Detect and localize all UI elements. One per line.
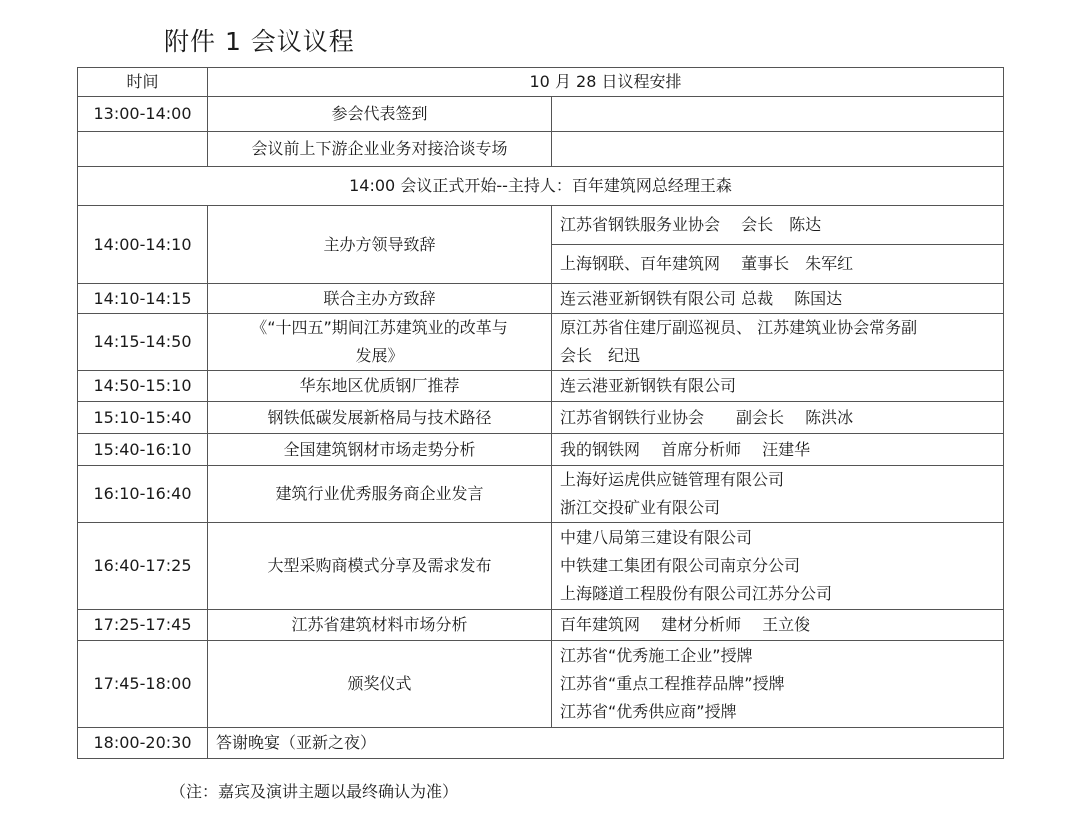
- speaker-line: 浙江交投矿业有限公司: [560, 498, 721, 517]
- speaker-cell: [552, 97, 1004, 132]
- time-cell: 16:40-17:25: [78, 523, 208, 610]
- topic-cell: 联合主办方致辞: [208, 284, 552, 314]
- time-cell: 16:10-16:40: [78, 466, 208, 523]
- table-row: [78, 728, 1004, 759]
- document-title: 附件 1 会议议程: [164, 27, 355, 56]
- table-row: [78, 314, 1004, 371]
- table-row: [78, 132, 1004, 167]
- table-row: [78, 284, 1004, 314]
- table-row: [78, 523, 1004, 610]
- table-row: [78, 610, 1004, 641]
- table-row: [78, 371, 1004, 402]
- speaker-cell: [552, 466, 1004, 523]
- table-row: [78, 167, 1004, 206]
- table-row: [78, 641, 1004, 728]
- speaker-line: 江苏省“重点工程推荐品牌”授牌: [560, 674, 785, 693]
- time-cell: 15:40-16:10: [78, 434, 208, 466]
- table-row: [78, 402, 1004, 434]
- speaker-cell: 百年建筑网 建材分析师 王立俊: [552, 610, 1004, 641]
- speaker-cell: 连云港亚新钢铁有限公司 总裁 陈国达: [552, 284, 1004, 314]
- speaker-line: 中建八局第三建设有限公司: [560, 528, 753, 547]
- agenda-header: 10 月 28 日议程安排: [208, 68, 1004, 97]
- time-cell: 14:15-14:50: [78, 314, 208, 371]
- speaker-cell: 连云港亚新钢铁有限公司: [552, 371, 1004, 402]
- speaker-cell: [552, 523, 1004, 610]
- speaker-line: 上海好运虎供应链管理有限公司: [560, 470, 785, 489]
- topic-cell: 华东地区优质钢厂推荐: [208, 371, 552, 402]
- time-header: 时间: [78, 68, 208, 97]
- topic-line: 发展》: [355, 346, 404, 365]
- speaker-line: 江苏省“优秀供应商”授牌: [560, 702, 737, 721]
- speaker-cell: 我的钢铁网 首席分析师 汪建华: [552, 434, 1004, 466]
- speaker-cell: [552, 641, 1004, 728]
- time-cell: 17:45-18:00: [78, 641, 208, 728]
- speaker-line: 中铁建工集团有限公司南京分公司: [560, 556, 801, 575]
- time-cell: [78, 132, 208, 167]
- time-cell: 15:10-15:40: [78, 402, 208, 434]
- topic-cell: 参会代表签到: [208, 97, 552, 132]
- topic-cell: 颁奖仪式: [208, 641, 552, 728]
- speaker-line: 原江苏省住建厅副巡视员、 江苏建筑业协会常务副: [560, 318, 918, 337]
- speaker-cell: 江苏省钢铁行业协会 副会长 陈洪冰: [552, 402, 1004, 434]
- footnote: （注：嘉宾及演讲主题以最终确认为准）: [170, 782, 459, 801]
- speaker-cell: 上海钢联、百年建筑网 董事长 朱军红: [552, 245, 1004, 284]
- speaker-line: 江苏省“优秀施工企业”授牌: [560, 646, 753, 665]
- topic-cell: 全国建筑钢材市场走势分析: [208, 434, 552, 466]
- topic-cell: [208, 314, 552, 371]
- speaker-line: 会长 纪迅: [560, 346, 641, 365]
- table-row: [78, 97, 1004, 132]
- topic-line: 《“十四五”期间江苏建筑业的改革与: [251, 318, 508, 337]
- topic-cell: 建筑行业优秀服务商企业发言: [208, 466, 552, 523]
- topic-cell: 会议前上下游企业业务对接洽谈专场: [208, 132, 552, 167]
- speaker-cell: 江苏省钢铁服务业协会 会长 陈达: [552, 206, 1004, 245]
- topic-cell: 大型采购商模式分享及需求发布: [208, 523, 552, 610]
- time-cell: 14:50-15:10: [78, 371, 208, 402]
- topic-cell: 钢铁低碳发展新格局与技术路径: [208, 402, 552, 434]
- session-banner: 14:00 会议正式开始--主持人：百年建筑网总经理王森: [78, 167, 1004, 206]
- speaker-line: 上海隧道工程股份有限公司江苏分公司: [560, 584, 833, 603]
- topic-cell: 答谢晚宴（亚新之夜）: [208, 728, 1004, 759]
- time-cell: 14:00-14:10: [78, 206, 208, 284]
- time-cell: 17:25-17:45: [78, 610, 208, 641]
- topic-cell: 主办方领导致辞: [208, 206, 552, 284]
- table-row: [78, 434, 1004, 466]
- topic-cell: 江苏省建筑材料市场分析: [208, 610, 552, 641]
- time-cell: 18:00-20:30: [78, 728, 208, 759]
- table-header-row: [78, 68, 1004, 97]
- speaker-cell: [552, 132, 1004, 167]
- time-cell: 13:00-14:00: [78, 97, 208, 132]
- agenda-table: [77, 67, 1004, 759]
- time-cell: 14:10-14:15: [78, 284, 208, 314]
- speaker-cell: [552, 314, 1004, 371]
- table-row: [78, 206, 1004, 245]
- table-row: [78, 466, 1004, 523]
